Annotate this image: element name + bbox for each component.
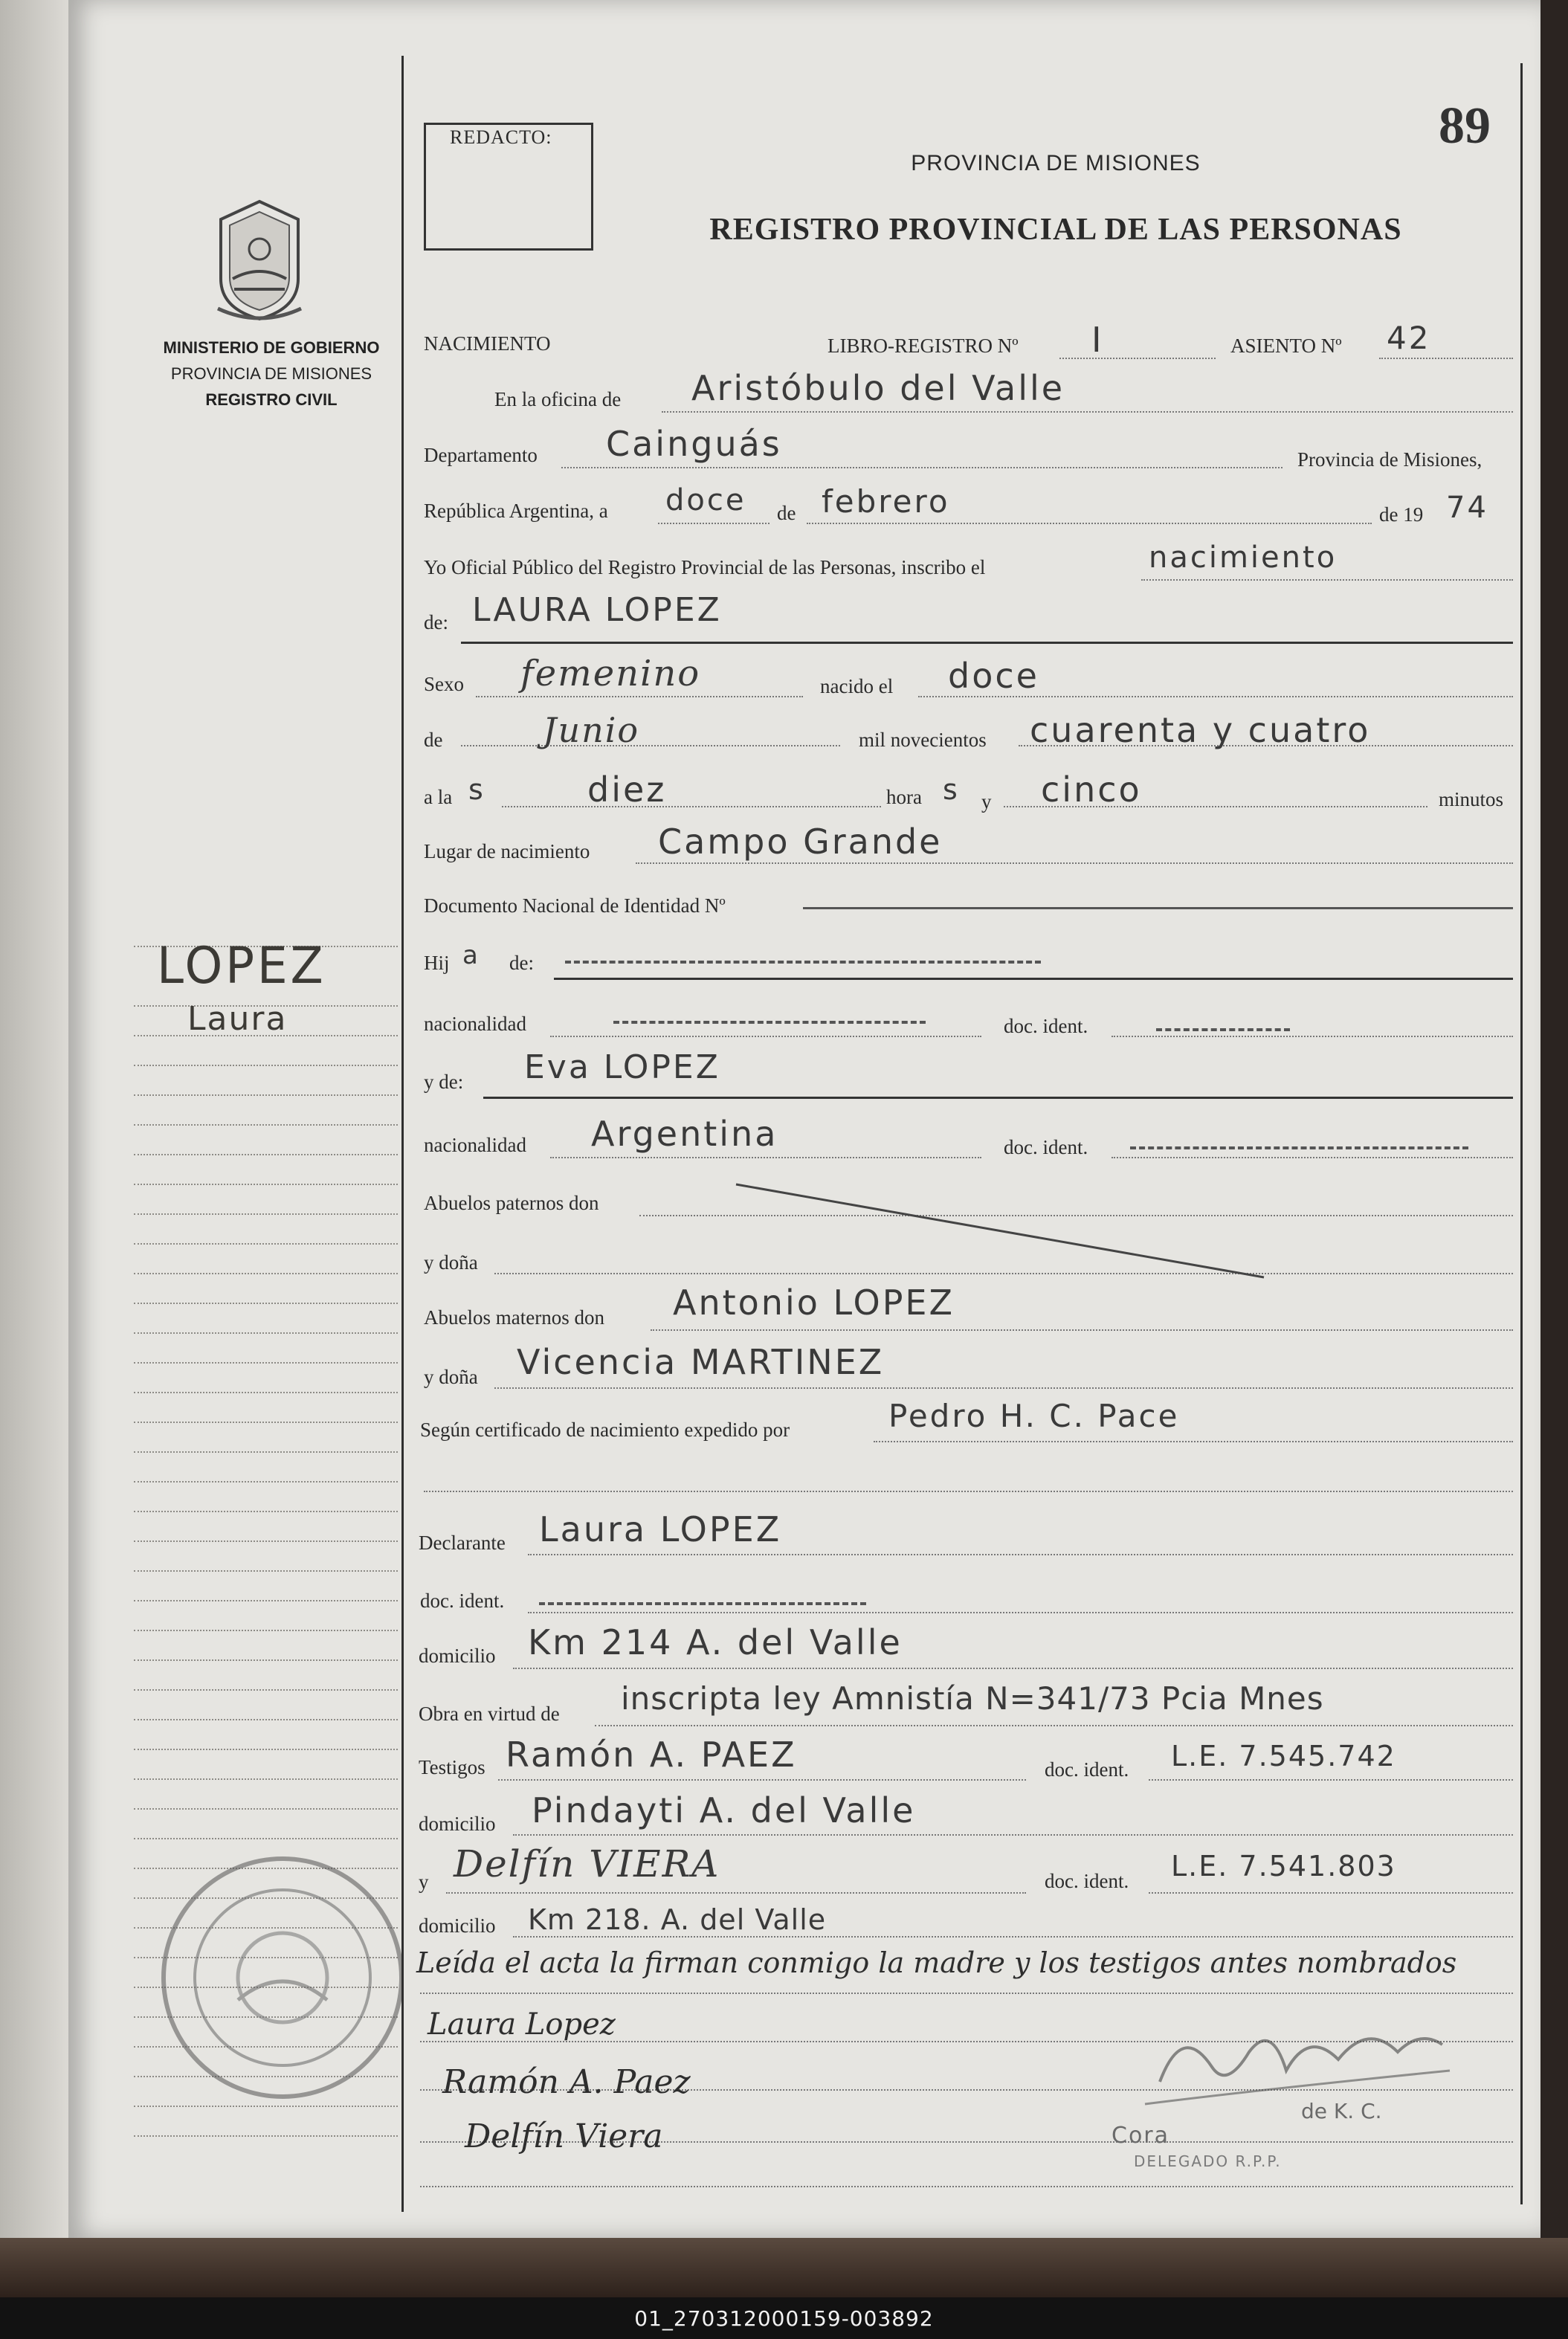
- signature-testigo2: Delfín Viera: [465, 2117, 663, 2155]
- label-documento: Documento Nacional de Identidad Nº: [424, 894, 726, 917]
- margin-ruled-line: [134, 1778, 398, 1780]
- field-line: [550, 1157, 981, 1158]
- margin-ruled-line: [134, 1630, 398, 1631]
- label-oficial: Yo Oficial Público del Registro Provincial de las Personas, inscribo el: [424, 556, 986, 578]
- value-abuela-materna: Vicencia MARTINEZ: [517, 1342, 885, 1382]
- field-line: [528, 1612, 1513, 1613]
- field-line: [651, 1329, 1513, 1331]
- label-de-name: de:: [424, 611, 448, 633]
- label-minutos: minutos: [1439, 788, 1504, 810]
- margin-ruled-line: [134, 1749, 398, 1750]
- label-de-mes: de: [424, 729, 443, 751]
- field-line: [1149, 1892, 1513, 1894]
- value-asiento-no: 42: [1387, 320, 1431, 356]
- dash-blank: [613, 1021, 926, 1024]
- field-line: [513, 1936, 1513, 1938]
- margin-divider: [401, 56, 404, 2212]
- field-line: [1149, 1779, 1513, 1781]
- margin-ruled-line: [134, 1540, 398, 1542]
- field-line: [1059, 358, 1216, 359]
- label-doc-ident: doc. ident.: [1004, 1136, 1088, 1158]
- margin-ruled-line: [134, 1659, 398, 1661]
- field-line: [658, 523, 770, 524]
- margin-ruled-line: [134, 1719, 398, 1720]
- ministry-heading: [134, 335, 409, 413]
- field-line: [662, 411, 1513, 413]
- label-de: de: [777, 502, 796, 524]
- label-nacimiento: NACIMIENTO: [424, 332, 551, 355]
- margin-ruled-line: [134, 1243, 398, 1245]
- field-line: [498, 1779, 1026, 1781]
- value-libro-no: I: [1091, 320, 1104, 360]
- signature-testigo1: Ramón A. Paez: [442, 2063, 691, 2101]
- value-testigo1-domicilio: Pindayti A. del Valle: [532, 1790, 916, 1830]
- label-departamento: Departamento: [424, 444, 538, 466]
- value-nacido-dia: doce: [948, 656, 1039, 696]
- field-line: [461, 642, 1513, 644]
- field-line: [461, 745, 840, 746]
- dash-blank: [539, 1602, 866, 1605]
- value-hora-suffix: s: [943, 773, 960, 806]
- margin-ruled-line: [134, 1600, 398, 1601]
- label-lugar: Lugar de nacimiento: [424, 840, 590, 862]
- value-declarante-domicilio: Km 214 A. del Valle: [528, 1622, 903, 1662]
- signature-oficial: Cora: [1112, 2123, 1170, 2149]
- value-lugar: Campo Grande: [658, 822, 943, 862]
- field-line: [420, 1993, 1513, 1994]
- value-nombre: LAURA LOPEZ: [472, 591, 722, 629]
- label-domicilio: domicilio: [419, 1813, 496, 1835]
- value-declarante: Laura LOPEZ: [539, 1509, 782, 1549]
- field-line: [420, 2186, 1513, 2187]
- label-abuelos-maternos: Abuelos maternos don: [424, 1306, 604, 1329]
- label-obra: Obra en virtud de: [419, 1703, 560, 1725]
- label-de-anio: de 19: [1379, 503, 1424, 526]
- margin-ruled-line: [134, 1808, 398, 1810]
- margin-ruled-line: [134, 1392, 398, 1393]
- margin-ruled-line: [134, 1689, 398, 1691]
- label-provincia: Provincia de Misiones,: [1297, 448, 1482, 471]
- stamp-text-2: DELEGADO R.P.P.: [1134, 2152, 1282, 2170]
- value-testigo1: Ramón A. PAEZ: [506, 1735, 797, 1775]
- label-oficina: En la oficina de: [494, 388, 622, 410]
- value-inscribo: nacimiento: [1149, 541, 1338, 575]
- redacto-label: REDACTO:: [450, 126, 552, 148]
- struck-field-line: [803, 907, 1513, 909]
- image-caption: 01_270312000159-003892: [0, 2297, 1568, 2339]
- right-border: [1520, 63, 1523, 2204]
- value-testigo2-domicilio: Km 218. A. del Valle: [528, 1903, 827, 1936]
- label-nacionalidad: nacionalidad: [424, 1134, 526, 1156]
- value-a-la-suffix: s: [468, 773, 485, 806]
- field-line: [1379, 358, 1513, 359]
- ministry-line-3: REGISTRO CIVIL: [205, 390, 338, 409]
- signature-declarante: Laura Lopez: [428, 2007, 616, 2042]
- facing-page-edge: [0, 0, 68, 2260]
- dash-blank: [1130, 1146, 1468, 1149]
- field-line: [513, 1668, 1513, 1669]
- field-line: [528, 1554, 1513, 1555]
- scanner-bed: [0, 2238, 1568, 2297]
- label-doc-ident: doc. ident.: [420, 1590, 505, 1612]
- value-nacido-anio: cuarenta y cuatro: [1030, 710, 1371, 750]
- field-line: [502, 806, 881, 807]
- field-line: [513, 1834, 1513, 1836]
- margin-ruled-line: [134, 1273, 398, 1274]
- label-y-dona: y doña: [424, 1366, 478, 1388]
- margin-ruled-line: [134, 1451, 398, 1453]
- label-hora: hora: [886, 786, 922, 808]
- field-line: [636, 862, 1513, 864]
- field-line: [476, 696, 803, 697]
- registry-title: REGISTRO PROVINCIAL DE LAS PERSONAS: [709, 213, 1402, 247]
- margin-ruled-line: [134, 1362, 398, 1364]
- strike-line-icon: [732, 1178, 1268, 1283]
- coat-of-arms-icon: [210, 197, 309, 323]
- value-departamento: Cainguás: [606, 424, 782, 464]
- ministry-line-2: PROVINCIA DE MISIONES: [170, 364, 372, 383]
- label-abuelos-paternos: Abuelos paternos don: [424, 1192, 599, 1214]
- province-header: PROVINCIA DE MISIONES: [911, 151, 1201, 175]
- label-nacido-el: nacido el: [820, 675, 894, 697]
- value-madre-nacionalidad: Argentina: [591, 1114, 778, 1154]
- field-line: [874, 1441, 1513, 1442]
- value-testigo2-doc: L.E. 7.541.803: [1171, 1850, 1396, 1883]
- field-line: [550, 1036, 981, 1037]
- margin-ruled-line: [134, 1511, 398, 1512]
- label-doc-ident: doc. ident.: [1045, 1870, 1129, 1892]
- page-number: 89: [1439, 97, 1491, 155]
- margin-ruled-line: [134, 1213, 398, 1215]
- label-domicilio: domicilio: [419, 1645, 496, 1667]
- value-testigo1-doc: L.E. 7.545.742: [1171, 1740, 1396, 1772]
- margin-ruled-line: [134, 1094, 398, 1096]
- dash-blank: [1156, 1028, 1290, 1031]
- ministry-line-1: MINISTERIO DE GOBIERNO: [163, 338, 380, 357]
- field-line: [554, 978, 1513, 980]
- label-libro-registro: LIBRO-REGISTRO Nº: [827, 335, 1019, 357]
- label-nacionalidad: nacionalidad: [424, 1013, 526, 1035]
- label-a-la: a la: [424, 786, 453, 808]
- label-de-padre: de:: [509, 952, 534, 974]
- field-line: [561, 467, 1283, 468]
- official-stamp-icon: [1115, 2000, 1457, 2178]
- margin-ruled-line: [134, 1065, 398, 1066]
- margin-ruled-line: [134, 1303, 398, 1304]
- label-domicilio: domicilio: [419, 1914, 496, 1937]
- margin-ruled-line: [134, 1184, 398, 1185]
- label-testigos: Testigos: [419, 1756, 485, 1778]
- label-y-de: y de:: [424, 1071, 464, 1093]
- value-testigo2: Delfín VIERA: [454, 1842, 720, 1885]
- value-nacido-mes: Junio: [543, 710, 640, 750]
- label-segun: Según certificado de nacimiento expedido por: [420, 1419, 790, 1441]
- margin-surname: LOPEZ: [156, 937, 326, 996]
- margin-ruled-line: [134, 1838, 398, 1839]
- registry-stamp-icon: [156, 1844, 409, 2111]
- field-line: [483, 1097, 1513, 1099]
- value-oficina: Aristóbulo del Valle: [691, 368, 1065, 408]
- value-abuelo-materno: Antonio LOPEZ: [673, 1283, 955, 1323]
- field-line: [1141, 579, 1513, 581]
- closing-note: Leída el acta la firman conmigo la madre y los testigos antes nombrados: [416, 1946, 1457, 1979]
- value-dia: doce: [665, 483, 746, 517]
- value-certificado-por: Pedro H. C. Pace: [888, 1398, 1180, 1434]
- margin-ruled-line: [134, 2135, 398, 2137]
- value-sexo: femenino: [520, 653, 701, 694]
- margin-given-name: Laura: [187, 1000, 288, 1038]
- label-hij: Hij: [424, 952, 450, 974]
- value-anio: 74: [1446, 491, 1488, 525]
- value-hij-suffix: a: [462, 941, 480, 970]
- label-republica: República Argentina, a: [424, 500, 608, 522]
- value-obra: inscripta ley Amnistía N=341/73 Pcia Mnes: [621, 1680, 1324, 1717]
- label-declarante: Declarante: [419, 1532, 506, 1554]
- margin-ruled-line: [134, 1124, 398, 1126]
- field-line: [918, 696, 1513, 697]
- label-sexo: Sexo: [424, 673, 464, 695]
- value-hora: diez: [587, 770, 667, 810]
- stamp-text-1: de K. C.: [1301, 2099, 1382, 2123]
- label-y-dona: y doña: [424, 1251, 478, 1274]
- label-mil-novecientos: mil novecientos: [859, 729, 987, 751]
- label-doc-ident: doc. ident.: [1004, 1015, 1088, 1037]
- value-mes: febrero: [822, 483, 950, 520]
- margin-ruled-line: [134, 1422, 398, 1423]
- label-y: y: [981, 790, 992, 813]
- field-line: [807, 523, 1372, 524]
- margin-ruled-line: [134, 1570, 398, 1572]
- field-line: [595, 1725, 1513, 1726]
- field-line: [446, 1892, 1026, 1894]
- margin-ruled-line: [134, 1154, 398, 1155]
- value-madre: Eva LOPEZ: [524, 1048, 720, 1086]
- margin-ruled-line: [134, 1332, 398, 1334]
- dash-blank: [565, 961, 1041, 964]
- field-line: [424, 1491, 1513, 1492]
- margin-ruled-line: [134, 1481, 398, 1483]
- label-y-testigo: y: [419, 1871, 429, 1893]
- field-line: [1112, 1157, 1513, 1158]
- label-asiento: ASIENTO Nº: [1230, 335, 1342, 357]
- field-line: [494, 1387, 1513, 1389]
- label-doc-ident: doc. ident.: [1045, 1758, 1129, 1781]
- field-line: [1112, 1036, 1513, 1037]
- value-minutos: cinco: [1041, 770, 1142, 810]
